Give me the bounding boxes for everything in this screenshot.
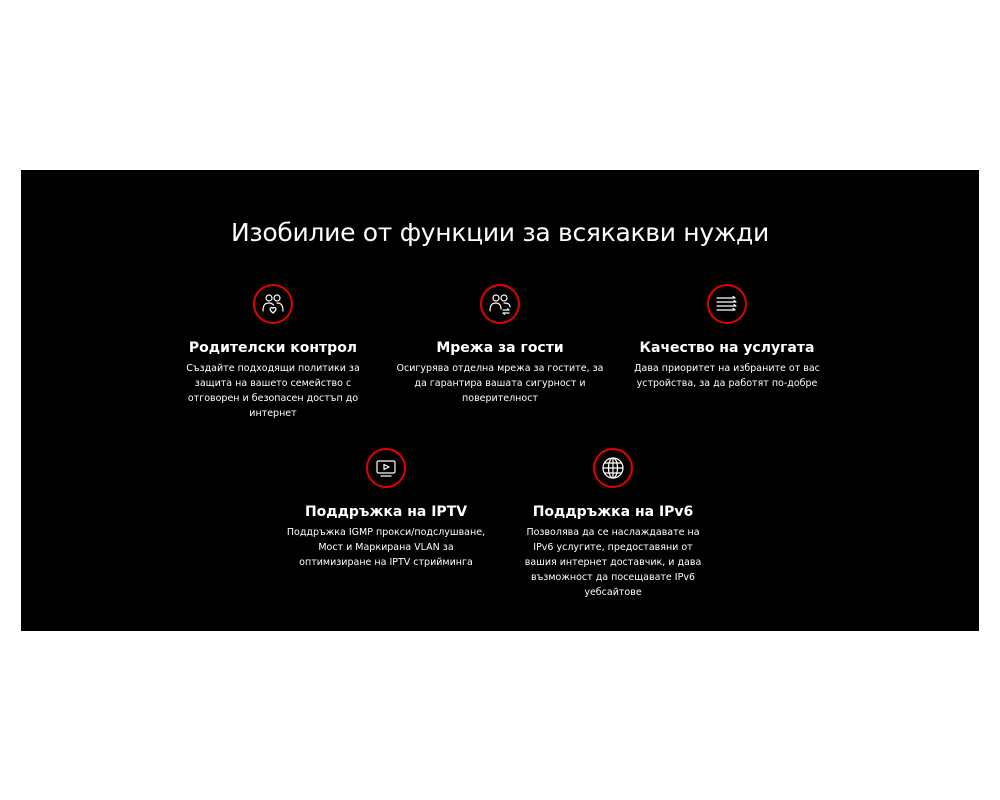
feature-iptv <box>276 448 496 570</box>
feature-description: Позволява да се наслаждавате на IPv6 услугите, предоставяни от вашия интернет доставчик, и дава възможност да посещавате IPv6 уебсайтове <box>524 527 702 598</box>
feature-guest-network <box>390 284 610 406</box>
feature-description: Създайте подходящи политики за защита на вашето семейство с отговорен и безопасен достъп до интернет <box>186 363 360 419</box>
globe-icon <box>593 448 633 488</box>
feature-title: Мрежа за гости <box>436 340 564 356</box>
qos-icon <box>707 284 747 324</box>
section-title: Изобилие от функции за всякакви нужди <box>230 218 769 247</box>
iptv-icon <box>366 448 406 488</box>
feature-description: Поддръжка IGMP прокси/подслушване, Мост и Маркирана VLAN за оптимизиране на IPTV стрийминга <box>286 527 486 568</box>
feature-title: Поддръжка на IPTV <box>304 504 468 520</box>
feature-title: Родителски контрол <box>188 340 358 356</box>
feature-ipv6 <box>503 448 723 600</box>
parental-control-icon <box>253 284 293 324</box>
features-section <box>21 170 979 631</box>
feature-description: Дава приоритет на избраните от вас устройства, за да работят по-добре <box>634 363 820 389</box>
feature-parental-control <box>163 284 383 421</box>
guest-network-icon <box>480 284 520 324</box>
feature-title: Качество на услугата <box>639 340 815 356</box>
feature-title: Поддръжка на IPv6 <box>532 504 694 520</box>
feature-description: Осигурява отделна мрежа за гостите, за да гарантира вашата сигурност и поверителност <box>396 363 604 404</box>
feature-qos <box>617 284 837 391</box>
